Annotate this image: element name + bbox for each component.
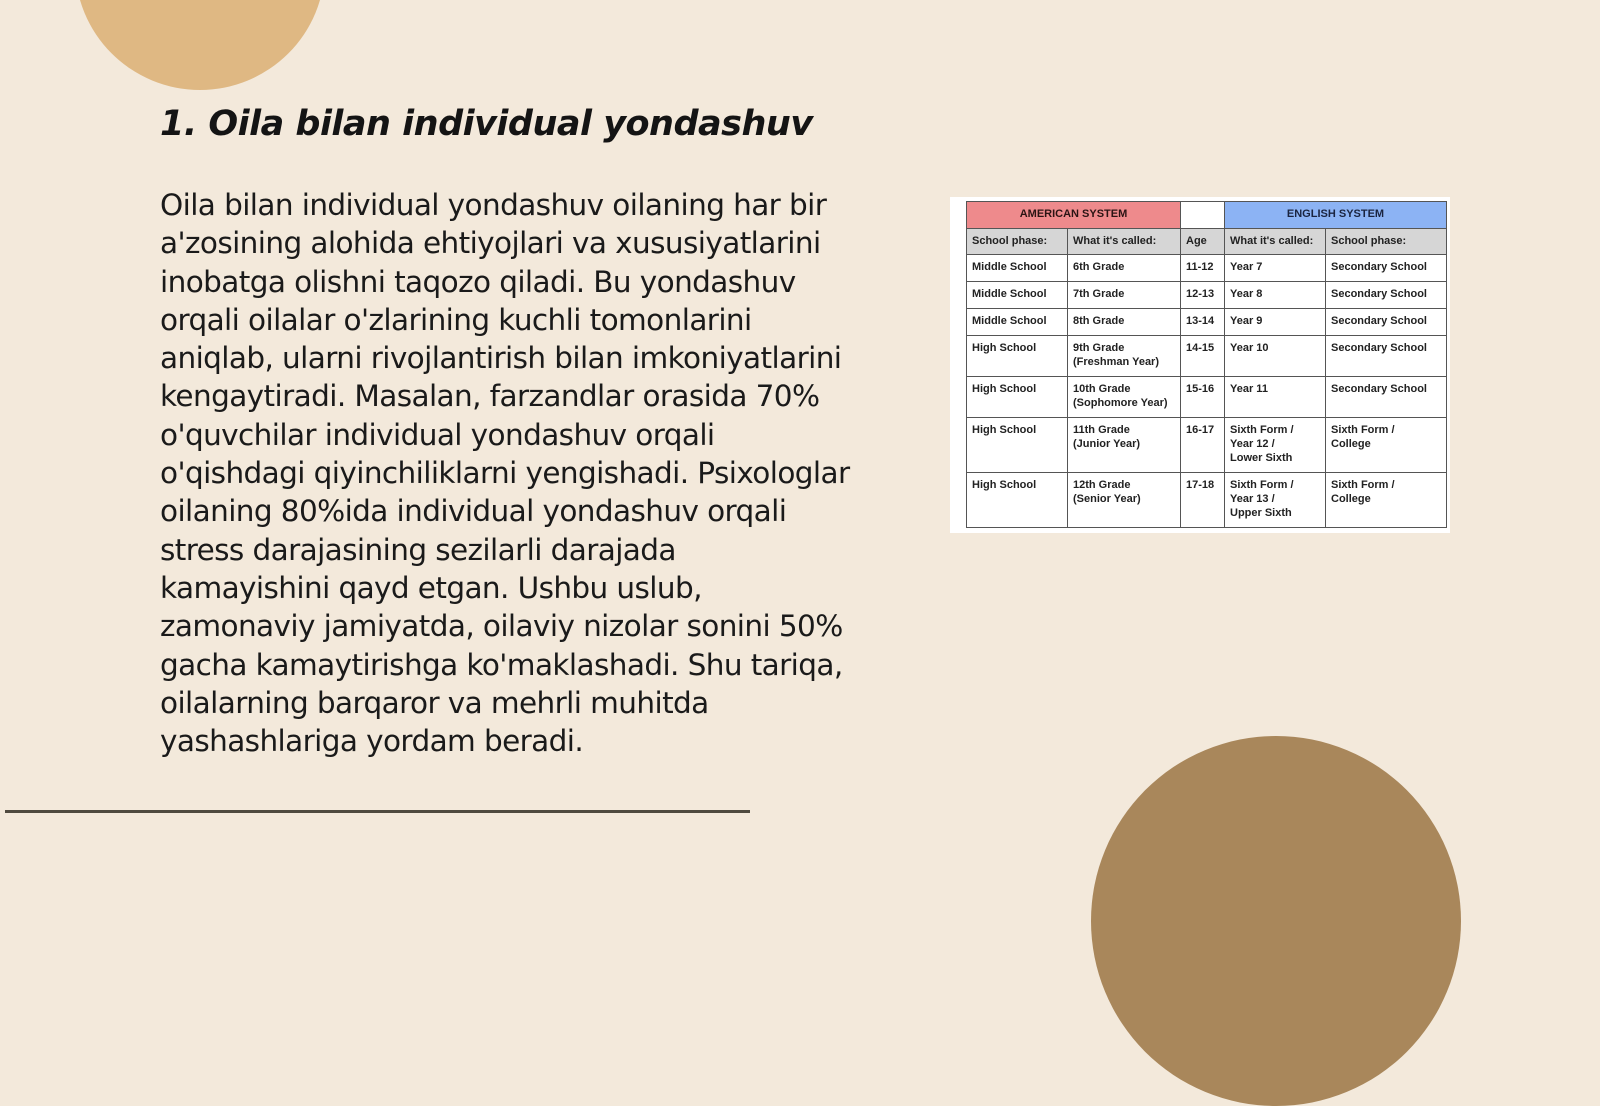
table-cell: 7th Grade — [1068, 282, 1181, 309]
table-row — [967, 473, 1447, 528]
table-cell: Middle School — [967, 282, 1068, 309]
column-header: School phase: — [1326, 229, 1447, 255]
table-cell: 13-14 — [1181, 309, 1225, 336]
table-cell: Secondary School — [1326, 282, 1447, 309]
table-cell: 6th Grade — [1068, 255, 1181, 282]
table-cell: High School — [967, 336, 1068, 377]
system-header-spacer — [1181, 202, 1225, 229]
table-cell: Secondary School — [1326, 377, 1447, 418]
column-header: Age — [1181, 229, 1225, 255]
english-system-header: ENGLISH SYSTEM — [1225, 202, 1447, 229]
table-cell: Secondary School — [1326, 255, 1447, 282]
decorative-circle-top — [75, 0, 325, 90]
table-cell: 11-12 — [1181, 255, 1225, 282]
table-row — [967, 418, 1447, 473]
table-cell: 15-16 — [1181, 377, 1225, 418]
table-cell: High School — [967, 418, 1068, 473]
table-cell: Sixth Form / Year 13 / Upper Sixth — [1225, 473, 1326, 528]
table-cell: 9th Grade (Freshman Year) — [1068, 336, 1181, 377]
table-cell: 10th Grade (Sophomore Year) — [1068, 377, 1181, 418]
column-header: What it's called: — [1068, 229, 1181, 255]
slide-body-text: Oila bilan individual yondashuv oilaning har bir a'zosining alohida ehtiyojlari va xususiyatlarini inobatga olishni taqozo qiladi. Bu yondashuv orqali oilalar o'zlarining kuchli tomonlarini aniqlab, ularni rivojlantirish bilan imkoniyatlarini kengaytiradi. Masalan, farzandlar orasida 70% o'quvchilar individual yondashuv orqali o'qishdagi qiyinchiliklarni yengishadi. Psixologlar oilaning 80%ida individual yondashuv orqali stress darajasining sezilarli darajada kamayishini qayd etgan. Ushbu uslub, zamonaviy jamiyatda, oilaviy nizolar sonini 50% gacha kamaytirishga ko'maklashadi. Shu tariqa, oilalarning barqaror va mehrli muhitda yashashlariga yordam beradi. — [160, 188, 850, 759]
table-cell: Year 11 — [1225, 377, 1326, 418]
school-systems-table-image — [950, 197, 1450, 533]
table-cell: Year 9 — [1225, 309, 1326, 336]
table-cell: High School — [967, 473, 1068, 528]
decorative-circle-bottom — [1091, 736, 1461, 1106]
american-system-header: AMERICAN SYSTEM — [967, 202, 1181, 229]
table-cell: Secondary School — [1326, 336, 1447, 377]
table-cell: Year 10 — [1225, 336, 1326, 377]
column-header: School phase: — [967, 229, 1068, 255]
table-cell: Year 7 — [1225, 255, 1326, 282]
table-cell: 14-15 — [1181, 336, 1225, 377]
table-row — [967, 336, 1447, 377]
table-row — [967, 377, 1447, 418]
table-cell: Year 8 — [1225, 282, 1326, 309]
table-row — [967, 255, 1447, 282]
table-cell: Secondary School — [1326, 309, 1447, 336]
table-cell: Sixth Form / College — [1326, 473, 1447, 528]
table-cell: Middle School — [967, 309, 1068, 336]
table-row — [967, 309, 1447, 336]
system-header-row — [967, 202, 1447, 229]
divider-line — [5, 810, 750, 813]
school-systems-table — [966, 201, 1447, 528]
slide-title: 1. Oila bilan individual yondashuv — [160, 104, 813, 144]
table-cell: Middle School — [967, 255, 1068, 282]
table-cell: 12th Grade (Senior Year) — [1068, 473, 1181, 528]
table-cell: 12-13 — [1181, 282, 1225, 309]
table-cell: 16-17 — [1181, 418, 1225, 473]
table-cell: High School — [967, 377, 1068, 418]
table-cell: 17-18 — [1181, 473, 1225, 528]
column-header-row — [967, 229, 1447, 255]
table-cell: 8th Grade — [1068, 309, 1181, 336]
table-cell: Sixth Form / Year 12 / Lower Sixth — [1225, 418, 1326, 473]
table-cell: 11th Grade (Junior Year) — [1068, 418, 1181, 473]
column-header: What it's called: — [1225, 229, 1326, 255]
table-row — [967, 282, 1447, 309]
table-cell: Sixth Form / College — [1326, 418, 1447, 473]
